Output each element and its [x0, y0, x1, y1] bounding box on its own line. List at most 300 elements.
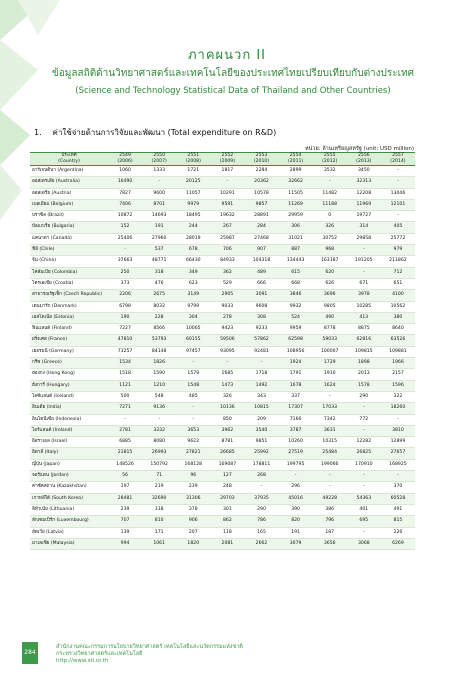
- value-cell: 27519: [288, 450, 303, 456]
- table-row: [30, 403, 415, 414]
- table-row: [30, 527, 415, 538]
- value-cell: -: [362, 473, 365, 479]
- year-ad: (2012): [322, 159, 338, 164]
- value-cell: -: [362, 247, 365, 253]
- value-cell: 1898: [357, 360, 370, 366]
- value-cell: 3656: [323, 540, 336, 546]
- value-cell: 1121: [119, 382, 131, 388]
- table-row: [30, 538, 415, 549]
- value-cell: 3332: [153, 427, 166, 433]
- country-header-th: ประเทศ: [61, 153, 77, 158]
- value-cell: 10291: [220, 190, 235, 196]
- value-cell: 8701: [153, 201, 166, 207]
- value-cell: 3450: [357, 168, 370, 173]
- value-cell: 12282: [356, 439, 372, 445]
- value-cell: 314: [359, 224, 369, 230]
- value-cell: 8566: [153, 326, 166, 332]
- value-cell: 1492: [255, 382, 268, 388]
- value-cell: 27468: [254, 235, 269, 241]
- country-cell: ไอร์แลนด์ (Ireland): [32, 427, 73, 433]
- table-row: [30, 448, 415, 459]
- value-cell: 2206: [119, 292, 131, 298]
- year-column-header: [244, 153, 278, 166]
- table-row: [30, 245, 415, 256]
- value-cell: 8875: [357, 326, 370, 332]
- year-be: 2549: [119, 153, 131, 158]
- value-cell: 7166: [289, 416, 302, 422]
- value-cell: 1924: [289, 360, 302, 366]
- value-cell: 21815: [117, 450, 133, 456]
- table-row: [30, 312, 415, 323]
- value-cell: 30752: [322, 235, 338, 241]
- value-cell: 199066: [320, 461, 339, 467]
- footer-url[interactable]: http://www.sti.or.th: [56, 658, 109, 664]
- value-cell: 1826: [153, 360, 166, 366]
- value-cell: 386: [325, 506, 335, 512]
- value-cell: 26685: [220, 450, 235, 456]
- value-cell: 18260: [390, 405, 406, 411]
- value-cell: 191: [291, 529, 300, 535]
- value-cell: 9851: [255, 439, 268, 445]
- value-cell: 97457: [185, 348, 201, 354]
- country-cell: ฟินแลนด์ (Finland): [32, 326, 72, 332]
- value-cell: 707: [120, 518, 130, 524]
- country-cell: ฮ่องกง (Hong Kong): [32, 371, 75, 377]
- value-cell: 1590: [153, 371, 166, 377]
- value-cell: -: [226, 179, 229, 185]
- value-cell: 84933: [220, 258, 235, 264]
- value-cell: 290: [359, 393, 369, 399]
- table-row: [30, 391, 415, 402]
- table-row: [30, 493, 415, 504]
- country-cell: เบลเยียม (Belgium): [32, 201, 74, 207]
- value-cell: 59033: [322, 337, 338, 343]
- value-cell: -: [328, 179, 331, 185]
- value-cell: 48771: [151, 258, 167, 264]
- value-cell: 2675: [153, 292, 166, 298]
- value-cell: 148526: [116, 461, 134, 467]
- country-cell: เยอรมนี (Germany): [32, 348, 74, 354]
- year-ad: (2013): [356, 159, 372, 164]
- value-cell: 190: [120, 314, 130, 320]
- value-cell: 413: [359, 314, 369, 320]
- value-cell: 9857: [255, 201, 268, 207]
- value-cell: 178811: [252, 461, 271, 467]
- value-cell: 7827: [119, 190, 131, 196]
- value-cell: 9591: [221, 201, 234, 207]
- value-cell: 390: [291, 506, 300, 512]
- footer-text: [56, 644, 243, 665]
- value-cell: 71: [156, 473, 163, 479]
- value-cell: 11505: [288, 190, 303, 196]
- value-cell: 651: [393, 280, 403, 286]
- value-cell: 25992: [254, 450, 269, 456]
- value-cell: 163187: [320, 258, 339, 264]
- value-cell: 18495: [185, 213, 201, 219]
- value-cell: 8032: [153, 303, 166, 309]
- value-cell: 28481: [117, 495, 133, 501]
- value-cell: 9959: [289, 326, 302, 332]
- value-cell: 60528: [390, 495, 406, 501]
- table-row: [30, 471, 415, 482]
- year-column-header: [210, 153, 244, 166]
- value-cell: 62816: [356, 337, 372, 343]
- country-cell: เอสโตเนีย (Estonia): [32, 314, 74, 320]
- value-cell: 17307: [288, 405, 303, 411]
- value-cell: 32662: [288, 179, 303, 185]
- section-number: 1.: [34, 128, 42, 137]
- year-column-header: [279, 153, 313, 166]
- country-cell: อินโดนีเซีย (Indonesia): [32, 416, 82, 422]
- value-cell: -: [328, 473, 331, 479]
- value-cell: 537: [154, 247, 164, 253]
- value-cell: -: [158, 416, 160, 422]
- value-cell: 772: [359, 416, 369, 422]
- value-cell: 1534: [119, 360, 131, 366]
- value-cell: 10065: [185, 326, 201, 332]
- value-cell: 187: [325, 529, 335, 535]
- value-cell: 666: [257, 280, 266, 286]
- value-cell: -: [226, 360, 229, 366]
- value-cell: 370: [393, 484, 403, 490]
- value-cell: 3079: [289, 540, 302, 546]
- value-cell: 373: [120, 280, 130, 286]
- value-cell: 9608: [255, 303, 268, 309]
- country-cell: ลัตเวีย (Latvia): [32, 529, 64, 535]
- value-cell: 6885: [119, 439, 131, 445]
- table-row: [30, 177, 415, 188]
- country-cell: จีน (China): [32, 258, 56, 264]
- value-cell: 12899: [390, 439, 406, 445]
- value-cell: -: [362, 529, 365, 535]
- table-row: [30, 369, 415, 380]
- value-cell: 284: [257, 224, 266, 230]
- value-cell: 0: [328, 213, 332, 219]
- value-cell: 620: [325, 269, 335, 275]
- country-cell: ไอซ์แลนด์ (Iceland): [32, 393, 74, 399]
- value-cell: 2781: [119, 427, 131, 433]
- value-cell: 59506: [220, 337, 235, 343]
- value-cell: -: [397, 473, 399, 479]
- table-row: [30, 346, 415, 357]
- value-cell: 362: [222, 269, 232, 275]
- country-cell: ฝรั่งเศส (France): [32, 337, 68, 343]
- table-row: [30, 166, 415, 177]
- value-cell: 343: [257, 393, 266, 399]
- year-be: 2550: [153, 153, 166, 158]
- value-cell: 405: [393, 224, 403, 230]
- value-cell: 11269: [288, 201, 303, 207]
- year-ad: (2006): [117, 159, 133, 164]
- value-cell: -: [397, 416, 399, 422]
- value-cell: 296: [291, 484, 300, 490]
- table-row: [30, 358, 415, 369]
- value-cell: 326: [325, 224, 335, 230]
- value-cell: -: [192, 360, 195, 366]
- value-cell: 2662: [255, 540, 268, 546]
- unit-note: หน่วย: ล้านเหรียญสหรัฐ (unit: USD million): [305, 146, 414, 152]
- country-cell: เดนมาร์ก (Denmark): [32, 303, 77, 309]
- value-cell: 7271: [119, 405, 131, 411]
- value-cell: 168925: [389, 461, 407, 467]
- value-cell: 2899: [289, 168, 302, 173]
- year-be: 2553: [255, 153, 268, 158]
- footer-org: สำนักงานคณะกรรมการนโยบายวิทยาศาสตร์ เทคโนโลยีและนวัตกรรมแห่งชาติ: [56, 644, 243, 650]
- value-cell: 278: [222, 314, 232, 320]
- value-cell: 25406: [117, 235, 133, 241]
- country-cell: แคนาดา (Canada): [32, 235, 72, 241]
- value-cell: 1685: [221, 371, 234, 377]
- value-cell: 10562: [390, 303, 406, 309]
- value-cell: 9979: [187, 201, 200, 207]
- value-cell: 244: [188, 224, 198, 230]
- value-cell: 1548: [187, 382, 200, 388]
- year-be: 2552: [221, 153, 234, 158]
- value-cell: 907: [257, 247, 266, 253]
- year-ad: (2011): [287, 159, 304, 164]
- value-cell: 207: [188, 529, 198, 535]
- annex-heading: ภาคผนวก II: [187, 48, 267, 63]
- value-cell: 810: [154, 518, 164, 524]
- value-cell: 108956: [286, 348, 305, 354]
- value-cell: 239: [120, 506, 130, 512]
- value-cell: 862: [222, 518, 232, 524]
- value-cell: -: [260, 360, 263, 366]
- value-cell: 10136: [220, 405, 235, 411]
- table-row: [30, 301, 415, 312]
- value-cell: 1210: [153, 382, 166, 388]
- year-column-header: [347, 153, 381, 166]
- value-cell: 239: [188, 484, 198, 490]
- value-cell: 850: [222, 416, 232, 422]
- value-cell: 968: [325, 247, 335, 253]
- value-cell: 2081: [221, 540, 234, 546]
- value-cell: 139: [120, 529, 130, 535]
- value-cell: -: [362, 405, 365, 411]
- value-cell: 6269: [392, 540, 404, 546]
- table-row: [30, 482, 415, 493]
- value-cell: 11057: [185, 190, 201, 196]
- value-cell: 9136: [153, 405, 166, 411]
- value-cell: 490: [325, 314, 335, 320]
- value-cell: 84148: [151, 348, 167, 354]
- value-cell: 485: [188, 393, 198, 399]
- value-cell: -: [294, 473, 297, 479]
- value-cell: 191: [154, 224, 164, 230]
- year-be: 2555: [323, 153, 336, 158]
- value-cell: 9932: [289, 303, 302, 309]
- value-cell: 706: [222, 247, 232, 253]
- value-cell: 326: [222, 393, 232, 399]
- value-cell: 268: [257, 473, 266, 479]
- table-row: [30, 516, 415, 527]
- value-cell: 1729: [323, 360, 336, 366]
- table-row: [30, 256, 415, 267]
- value-cell: 28891: [254, 213, 269, 219]
- value-cell: 9233: [255, 326, 268, 332]
- value-cell: 994: [120, 540, 130, 546]
- value-cell: 1817: [221, 168, 234, 173]
- value-cell: 1060: [119, 168, 131, 173]
- table-row: [30, 188, 415, 199]
- table-row: [30, 199, 415, 210]
- value-cell: 169087: [218, 461, 237, 467]
- value-cell: 9805: [323, 303, 336, 309]
- value-cell: 248: [222, 484, 232, 490]
- value-cell: 109881: [389, 348, 407, 354]
- value-cell: 378: [188, 506, 198, 512]
- value-cell: 623: [188, 280, 198, 286]
- value-cell: 9033: [221, 303, 234, 309]
- value-cell: 10285: [356, 303, 372, 309]
- value-cell: 2905: [221, 292, 234, 298]
- value-cell: 308: [257, 314, 266, 320]
- value-cell: 7342: [323, 416, 336, 422]
- table-row: [30, 425, 415, 436]
- value-cell: 12101: [390, 201, 406, 207]
- country-cell: ออสเตรีย (Austria): [32, 190, 72, 196]
- table-row: [30, 504, 415, 515]
- year-ad: (2008): [185, 159, 201, 164]
- value-cell: 171: [154, 529, 164, 535]
- page-footer: [22, 642, 432, 672]
- value-cell: 786: [257, 518, 266, 524]
- value-cell: -: [397, 168, 399, 173]
- value-cell: 14693: [151, 213, 167, 219]
- value-cell: -: [192, 405, 195, 411]
- value-cell: 60155: [185, 337, 201, 343]
- value-cell: 476: [154, 280, 164, 286]
- value-cell: -: [260, 484, 263, 490]
- rd-expenditure-table: [30, 152, 415, 550]
- year-column-header: [176, 153, 210, 166]
- table-row: [30, 278, 415, 289]
- year-be: 2557: [392, 153, 404, 158]
- value-cell: 1910: [323, 371, 336, 377]
- value-cell: 165: [257, 529, 266, 535]
- value-cell: 626: [325, 280, 335, 286]
- value-cell: 3540: [255, 427, 268, 433]
- value-cell: 1578: [357, 382, 370, 388]
- page-number: 284: [22, 642, 38, 664]
- country-cell: โคลัมเบีย (Colombia): [32, 269, 78, 275]
- value-cell: -: [362, 269, 365, 275]
- value-cell: 9423: [221, 326, 234, 332]
- value-cell: -: [397, 213, 399, 219]
- value-cell: 1333: [153, 168, 166, 173]
- value-cell: 3962: [221, 427, 234, 433]
- value-cell: 19727: [356, 213, 372, 219]
- value-cell: 197: [120, 484, 130, 490]
- value-cell: 1678: [289, 382, 302, 388]
- value-cell: 906: [188, 518, 198, 524]
- value-cell: 3696: [323, 292, 336, 298]
- value-cell: -: [328, 484, 331, 490]
- value-cell: -: [397, 179, 399, 185]
- value-cell: 152: [120, 224, 130, 230]
- country-cell: อาร์เจนตินา (Argentina): [32, 168, 84, 173]
- thai-title: ข้อมูลสถิติด้านวิทยาศาสตร์และเทคโนโลยีของประเทศไทยเปรียบเทียบกับต่างประเทศ: [51, 68, 415, 79]
- value-cell: 37663: [117, 258, 133, 264]
- value-cell: 209: [257, 416, 266, 422]
- value-cell: 524: [291, 314, 300, 320]
- value-cell: 3532: [323, 168, 336, 173]
- value-cell: 695: [359, 518, 369, 524]
- table-row: [30, 459, 415, 470]
- value-cell: 820: [291, 518, 300, 524]
- value-cell: 489: [257, 269, 266, 275]
- value-cell: 13046: [390, 190, 406, 196]
- value-cell: 6798: [119, 303, 131, 309]
- country-cell: อิตาลี (Italy): [32, 450, 59, 456]
- table-row: [30, 414, 415, 425]
- value-cell: 37935: [254, 495, 269, 501]
- value-cell: 29858: [356, 235, 372, 241]
- country-cell: โครเอเชีย (Croatia): [32, 280, 74, 286]
- year-be: 2551: [187, 153, 200, 158]
- value-cell: 401: [359, 506, 369, 512]
- value-cell: 3653: [187, 427, 200, 433]
- value-cell: 979: [393, 247, 403, 253]
- value-cell: 10578: [254, 190, 269, 196]
- country-cell: ชิลี (Chile): [32, 247, 55, 253]
- english-title: (Science and Technology Statistical Data of Thailand and Other Countries): [75, 86, 391, 96]
- country-cell: สาธารณรัฐเช็ก (Czech Republic): [32, 292, 102, 298]
- value-cell: 500: [120, 393, 130, 399]
- country-column-header: [30, 153, 108, 166]
- table-row: [30, 233, 415, 244]
- value-cell: 93095: [220, 348, 235, 354]
- value-cell: 796: [325, 518, 335, 524]
- value-cell: 27821: [185, 450, 201, 456]
- value-cell: 57862: [254, 337, 269, 343]
- value-cell: 668: [291, 280, 300, 286]
- section-heading: [34, 126, 276, 139]
- value-cell: 56: [122, 473, 128, 479]
- value-cell: 9622: [187, 439, 200, 445]
- value-cell: 337: [291, 393, 300, 399]
- value-cell: 63526: [390, 337, 406, 343]
- value-cell: 306: [291, 224, 300, 230]
- value-cell: 3631: [323, 427, 336, 433]
- value-cell: 8080: [153, 439, 166, 445]
- value-cell: 322: [393, 393, 403, 399]
- value-cell: 1518: [119, 371, 131, 377]
- value-cell: 380: [393, 314, 403, 320]
- value-cell: 3149: [187, 292, 200, 298]
- value-cell: 3091: [255, 292, 268, 298]
- value-cell: 615: [291, 269, 300, 275]
- value-cell: 318: [154, 506, 164, 512]
- year-be: 2556: [357, 153, 370, 158]
- value-cell: 7227: [119, 326, 131, 332]
- value-cell: 47810: [117, 337, 133, 343]
- value-cell: 211862: [389, 258, 407, 264]
- year-column-header: [381, 153, 415, 166]
- country-cell: ลักเซมเบิร์ก (Luxembourg): [32, 518, 89, 524]
- value-cell: 10872: [117, 213, 133, 219]
- value-cell: 267: [222, 224, 232, 230]
- table-row: [30, 380, 415, 391]
- value-cell: 219: [154, 484, 164, 490]
- value-cell: 1966: [392, 360, 404, 366]
- value-cell: 678: [188, 247, 198, 253]
- value-cell: 19632: [220, 213, 235, 219]
- value-cell: 54363: [356, 495, 372, 501]
- value-cell: 887: [291, 247, 300, 253]
- year-ad: (2007): [151, 159, 167, 164]
- value-cell: 25772: [390, 235, 406, 241]
